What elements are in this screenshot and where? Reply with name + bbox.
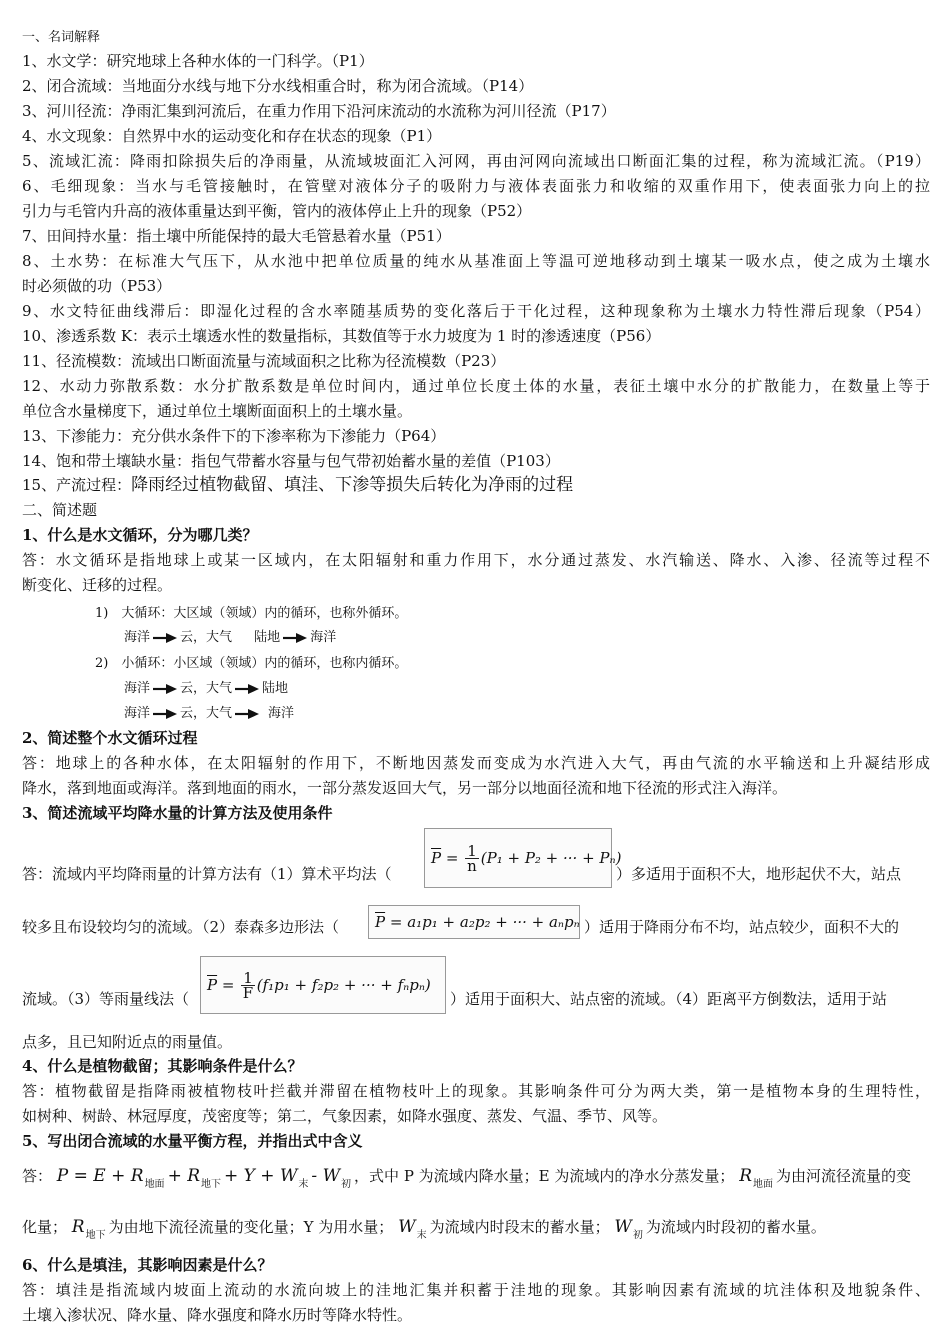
small-cycle-label: 2) 小循环：小区域（领域）内的循环，也称内循环。 [95,656,408,671]
q5-text: 化量； [22,1218,68,1236]
term-2: 2、闭合流域：当地面分水线与地下分水线相重合时，称为闭合流域。（P14） [22,77,534,95]
eq-subscript: 地下 [85,1230,106,1241]
formula-lhs: $\overline{P}$ [431,849,442,867]
fraction-numerator: 1 [243,968,253,987]
eq-term: - W [311,1166,341,1186]
eq-subscript: 地下 [201,1179,222,1190]
arrow-icon [235,708,259,720]
q4-answer-line1: 答：植物截留是指降雨被植物枝叶拦截并滞留在植物枝叶上的现象。其影响条件可分为两大类，第一是植物本身的生理特性， [22,1082,930,1100]
formula-isohyet: $\overline{P}$ = $\frac{1}{F}$ (f₁p₁ + f₂p₂ + ··· + fₙpₙ) [200,956,446,1014]
term-12-cont: 单位含水量梯度下，通过单位土壤断面面积上的土壤水量。 [22,402,413,420]
answer-prefix: 答： [22,1167,53,1185]
flow-node: 海洋 [124,630,151,645]
q3-line3-a: 流域。（3）等雨量线法（ [22,990,190,1008]
flow-node: 陆地 [254,630,281,645]
q3-line1-a: 答：流域内平均降雨量的计算方法有（1）算术平均法（ [22,865,392,883]
flow-node: 云，大气 [180,706,233,721]
eq-term: + Y + W [224,1166,298,1186]
term-13: 13、下渗能力：充分供水条件下的下渗率称为下渗能力（P64） [22,427,446,445]
big-cycle-label: 1) 大循环：大区域（领域）内的循环，也称外循环。 [95,606,408,621]
q3-line4: 点多，且已知附近点的雨量值。 [22,1033,233,1051]
q5-title: 5、写出闭合流域的水量平衡方程，并指出式中含义 [22,1132,363,1150]
term-14: 14、饱和带土壤缺水量：指包气带蓄水容量与包气带初始蓄水量的差值（P103） [22,452,560,470]
q3-line2-a: 较多且布设较均匀的流域。（2）泰森多边形法（ [22,918,340,936]
q5-text: 为由地下流径流量的变化量；Y 为用水量； [108,1218,394,1236]
arrow-icon [153,632,177,644]
q1-answer-line2: 断变化、迁移的过程。 [22,576,173,594]
term-15 [22,474,573,496]
term-1: 1、水文学：研究地球上各种水体的一门科学。（P1） [22,52,374,70]
flow-node: 云，大气 [180,681,233,696]
q2-title: 2、简述整个水文循环过程 [22,729,198,747]
fraction-denominator: F [242,983,254,1002]
term-15-label: 15、产流过程： [22,476,132,494]
big-cycle-flow [124,627,336,649]
eq-symbol: W [614,1217,632,1237]
q5-text: 为流域内时段末的蓄水量； [429,1218,610,1236]
eq-symbol: R [739,1166,752,1186]
fraction-numerator: 1 [467,841,477,860]
term-7: 7、田间持水量：指土壤中所能保持的最大毛管悬着水量（P51） [22,227,451,245]
term-3: 3、河川径流：净雨汇集到河流后，在重力作用下沿河床流动的水流称为河川径流（P17） [22,102,616,120]
term-10: 10、渗透系数 K：表示土壤透水性的数量指标，其数值等于水力坡度为 1 时的渗透速度（P56） [22,327,661,345]
formula-lhs: $\overline{P}$ [207,976,218,994]
formula-rhs: (f₁p₁ + f₂p₂ + ··· + fₙpₙ) [256,976,431,994]
term-9: 9、水文特征曲线滞后：即湿化过程的含水率随基质势的变化落后于干化过程，这种现象称为土壤水力特性滞后现象（P54） [22,302,930,320]
arrow-icon [153,708,177,720]
section2-heading: 二、简述题 [22,501,98,519]
term-8-cont: 时必须做的功（P53） [22,277,172,295]
term-6: 6、毛细现象：当水与毛管接触时，在管壁对液体分子的吸附力与液体表面张力和收缩的双重作用下，使表面张力向上的拉 [22,177,930,195]
q2-answer-line2: 降水，落到地面或海洋。落到地面的雨水，一部分蒸发返回大气，另一部分以地面径流和地下径流的形式注入海洋。 [22,779,788,797]
arrow-icon [153,683,177,695]
flow-node: 海洋 [124,681,151,696]
q5-text: 为由河流径流量的变 [776,1167,912,1185]
formula-lhs: $\overline{P}$ [375,913,386,931]
q3-title: 3、简述流域平均降水量的计算方法及使用条件 [22,804,333,822]
flow-node: 陆地 [262,681,289,696]
water-balance-equation [56,1166,354,1190]
term-4: 4、水文现象：自然界中水的运动变化和存在状态的现象（P1） [22,127,442,145]
eq-subscript: 末 [416,1230,427,1241]
arrow-icon [283,632,307,644]
term-15-definition: 降雨经过植物截留、填洼、下渗等损失后转化为净雨的过程 [131,475,574,495]
small-cycle-flow-2 [124,703,294,725]
eq-subscript: 初 [341,1179,352,1190]
eq-term: P = E + R [56,1166,144,1186]
eq-subscript: 地面 [144,1179,165,1190]
flow-node: 云，大气 [180,630,233,645]
eq-subscript: 末 [298,1179,309,1190]
term-6-cont: 引力与毛管内升高的液体重量达到平衡，管内的液体停止上升的现象（P52） [22,202,532,220]
q5-text: ，式中 P 为流域内降水量；E 为流域内的净水分蒸发量； [354,1167,735,1185]
eq-subscript: 初 [632,1230,643,1241]
small-cycle-flow-1 [124,678,288,700]
eq-term: + R [167,1166,201,1186]
q4-answer-line2: 如树种、树龄、林冠厚度，茂密度等；第二，气象因素，如降水强度、蒸发、气温、季节、风等。 [22,1107,668,1125]
formula-arithmetic-mean: $\overline{P}$ = $\frac{1}{n}$ (P₁ + P₂ + ··· + Pₙ) [424,828,612,888]
term-12: 12、水动力弥散系数：水分扩散系数是单位时间内，通过单位长度土体的水量，表征土壤中水分的扩散能力，在数量上等于 [22,377,930,395]
q5-equation-line [22,1165,911,1196]
q3-line1-b: ）多适用于面积不大，地形起伏不大，站点 [616,865,902,883]
formula-rhs: = a₁p₁ + a₂p₂ + ··· + aₙpₙ [389,913,580,931]
eq-symbol: R [71,1217,85,1237]
term-5: 5、流域汇流：降雨扣除损失后的净雨量，从流域坡面汇入河网，再由河网向流域出口断面汇集的过程，称为流域汇流。（P19） [22,152,930,170]
q3-line2-b: ）适用于降雨分布不均，站点较少，面积不大的 [584,918,900,936]
eq-subscript: 地面 [753,1179,773,1190]
q6-title: 6、什么是填洼，其影响因素是什么？ [22,1256,273,1274]
q6-answer-line2: 土壤入渗状况、降水量、降水强度和降水历时等降水特性。 [22,1306,413,1324]
formula-rhs: (P₁ + P₂ + ··· + Pₙ) [480,849,622,867]
arrow-icon [235,683,259,695]
q6-answer-line1: 答：填洼是指流域内坡面上流动的水流向坡上的洼地汇集并积蓄于洼地的现象。其影响因素有流域的坑洼体积及地貌条件、 [22,1281,930,1299]
term-8: 8、土水势：在标准大气压下，从水池中把单位质量的纯水从基准面上等温可逆地移动到土壤某一吸水点，使之成为土壤水 [22,252,930,270]
q1-title: 1、什么是水文循环，分为哪几类？ [22,526,258,544]
q1-answer-line1: 答：水文循环是指地球上或某一区域内，在太阳辐射和重力作用下，水分通过蒸发、水汽输送、降水、入渗、径流等过程不 [22,551,930,569]
flow-node: 海洋 [268,706,295,721]
q2-answer-line1: 答：地球上的各种水体，在太阳辐射的作用下，不断地因蒸发而变成为水汽进入大气，再由气流的水平输送和上升凝结形成 [22,754,930,772]
formula-fraction [241,968,255,1002]
fraction-denominator: n [467,856,477,875]
q5-definition-line [22,1216,826,1247]
flow-node: 海洋 [310,630,337,645]
q4-title: 4、什么是植物截留；其影响条件是什么？ [22,1057,303,1075]
formula-fraction [465,841,479,875]
formula-thiessen [368,905,580,939]
eq-symbol: W [398,1217,416,1237]
flow-node: 海洋 [124,706,151,721]
section1-heading: 一、名词解释 [22,30,101,45]
q5-text: 为流域内时段初的蓄水量。 [645,1218,826,1236]
term-11: 11、径流模数：流域出口断面流量与流域面积之比称为径流模数（P23） [22,352,506,370]
q3-line3-b: ）适用于面积大、站点密的流域。（4）距离平方倒数法，适用于站 [450,990,888,1008]
